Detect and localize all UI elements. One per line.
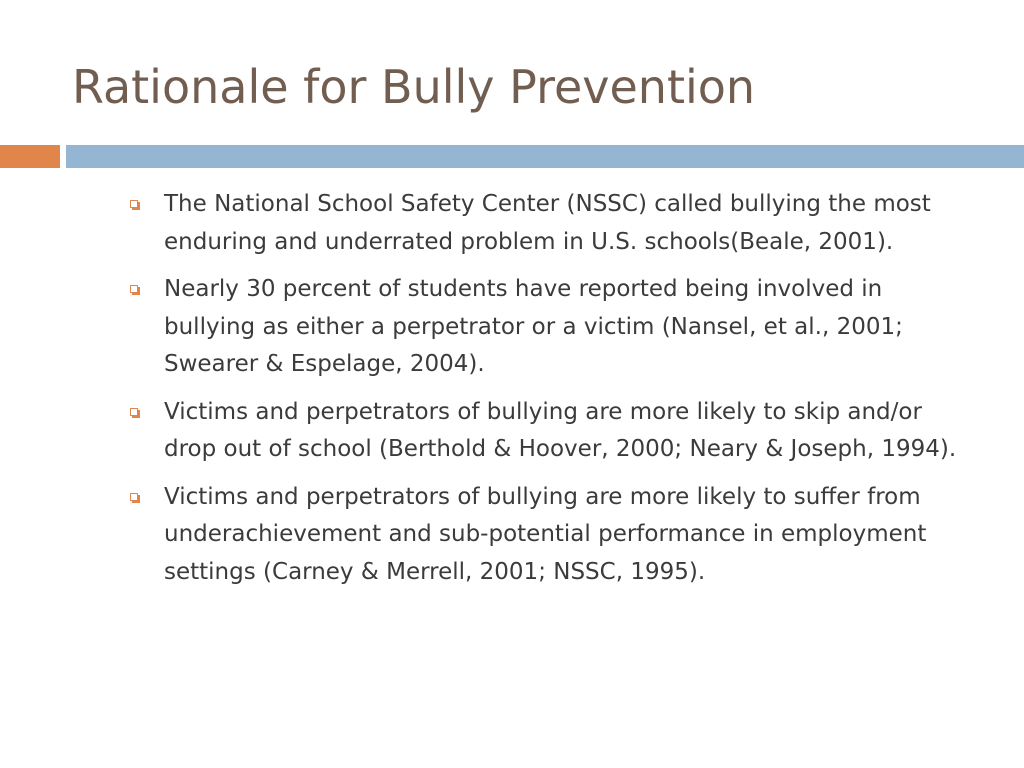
bullet-item: [128, 271, 968, 384]
accent-bar: [0, 145, 60, 168]
bullet-text: Nearly 30 percent of students have reported being involved in bullying as either a perpetrator or a victim (Nansel, et al., 2001; Swearer & Espelage, 2004).: [164, 276, 903, 377]
title-rule-bar: [66, 145, 1024, 168]
bullet-item: [128, 394, 968, 469]
square-bullet-icon: [130, 408, 138, 416]
bullet-text: Victims and perpetrators of bullying are more likely to suffer from underachievement and sub-potential performance in employment settings (Carney & Merrell, 2001; NSSC, 1995).: [164, 483, 927, 585]
bullet-text: Victims and perpetrators of bullying are more likely to skip and/or drop out of school (Berthold & Hoover, 2000; Neary & Joseph, 1994).: [164, 398, 957, 462]
bullet-item: [128, 479, 968, 592]
square-bullet-icon: [130, 493, 138, 501]
bullet-list: [128, 186, 968, 601]
bullet-text: The National School Safety Center (NSSC) called bullying the most enduring and underrated problem in U.S. schools(Beale, 2001).: [164, 191, 931, 255]
bullet-item: [128, 186, 968, 261]
square-bullet-icon: [130, 285, 138, 293]
square-bullet-icon: [130, 200, 138, 208]
slide-title: Rationale for Bully Prevention: [72, 60, 756, 114]
